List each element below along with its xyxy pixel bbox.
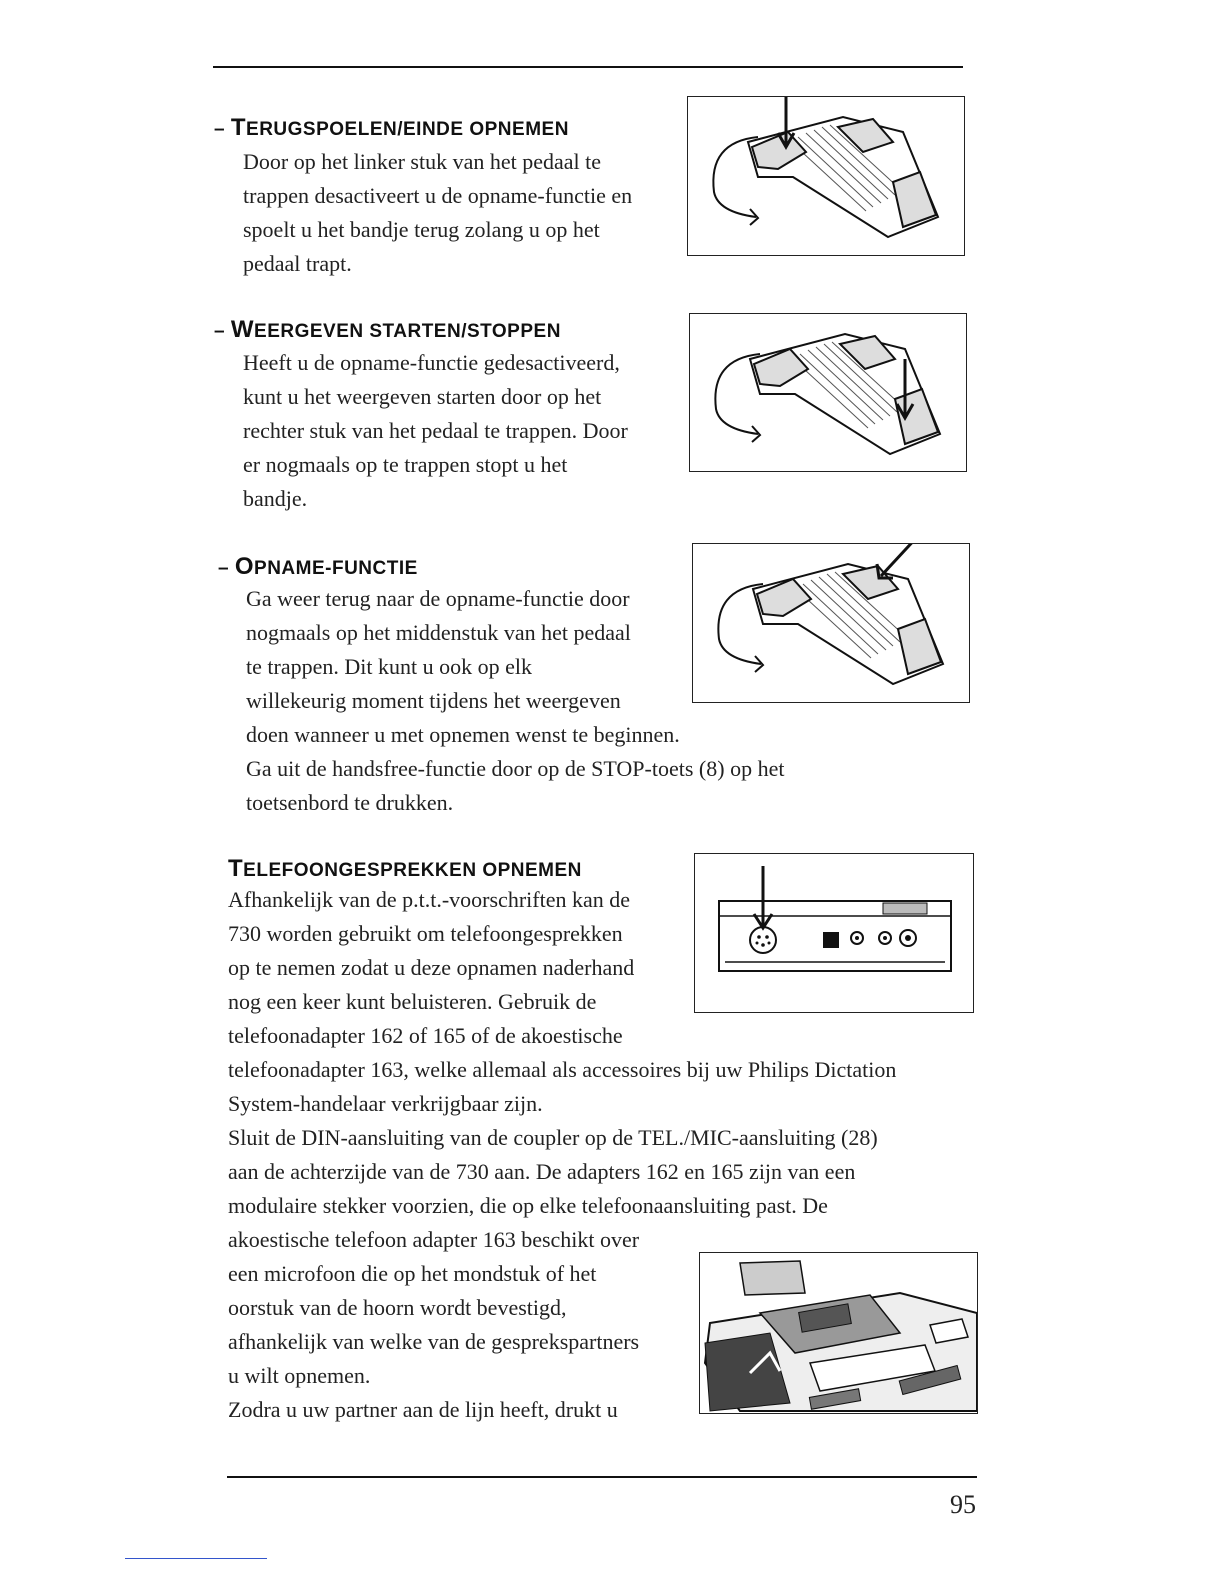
text-line: rechter stuk van het pedaal te trappen. Door [243, 418, 628, 443]
heading-text: ERUGSPOELEN/EINDE OPNEMEN [246, 119, 569, 140]
heading-initial: O [234, 553, 255, 580]
text-line: oorstuk van de hoorn wordt bevestigd, [228, 1295, 567, 1320]
text-line: te trappen. Dit kunt u ook op elk [246, 654, 532, 679]
text-line: spoelt u het bandje terug zolang u op het [243, 217, 600, 242]
section-text-playback [243, 346, 628, 516]
page-number: 95 [950, 1490, 976, 1519]
heading-dash: – [214, 119, 226, 140]
text-line: u wilt opnemen. [228, 1363, 371, 1388]
heading-initial: T [228, 855, 244, 882]
text-line: telefoonadapter 162 of 165 of de akoestische [228, 1023, 623, 1048]
text-line: nog een keer kunt beluisteren. Gebruik de [228, 989, 597, 1014]
text-line: kunt u het weergeven starten door op het [243, 384, 602, 409]
dictation-machine-figure [699, 1252, 978, 1414]
text-line: Sluit de DIN-aansluiting van de coupler op de TEL./MIC-aansluiting (28) [228, 1125, 878, 1150]
heading-initial: W [230, 316, 255, 343]
foot-pedal-illustration [688, 97, 964, 255]
foot-pedal-illustration [693, 544, 969, 702]
text-line: willekeurig moment tijdens het weergeven [246, 688, 621, 713]
heading-text: ELEFOONGESPREKKEN OPNEMEN [243, 860, 582, 881]
section-heading-playback [214, 316, 561, 344]
foot-pedal-left-figure [687, 96, 965, 256]
text-line: akoestische telefoon adapter 163 beschikt over [228, 1227, 640, 1252]
foot-pedal-right-figure [689, 313, 967, 472]
section-heading-rewind [214, 114, 569, 142]
text-line: afhankelijk van welke van de gesprekspartners [228, 1329, 640, 1354]
footer-link-line [125, 1558, 267, 1559]
text-line: doen wanneer u met opnemen wenst te beginnen. [246, 722, 680, 747]
heading-dash: – [214, 321, 226, 342]
section-heading-record [218, 553, 418, 581]
text-line: aan de achterzijde van de 730 aan. De adapters 162 en 165 zijn van een [228, 1159, 856, 1184]
foot-pedal-illustration [690, 314, 966, 471]
text-line: toetsenbord te drukken. [246, 790, 454, 815]
heading-text: EERGEVEN STARTEN/STOPPEN [254, 321, 561, 342]
text-line: Door op het linker stuk van het pedaal te [243, 149, 602, 174]
text-line: trappen desactiveert u de opname-functie en [243, 183, 633, 208]
text-line: Afhankelijk van de p.t.t.-voorschriften kan de [228, 887, 630, 912]
text-line: telefoonadapter 163, welke allemaal als accessoires bij uw Philips Dictation [228, 1057, 897, 1082]
rear-panel-illustration [695, 854, 973, 1012]
text-line: op te nemen zodat u deze opnamen naderhand [228, 955, 635, 980]
text-line: pedaal trapt. [243, 251, 352, 276]
text-line: Ga weer terug naar de opname-functie door [246, 586, 630, 611]
rear-panel-figure [694, 853, 974, 1013]
foot-pedal-middle-figure [692, 543, 970, 703]
top-rule [213, 66, 963, 68]
text-line: bandje. [243, 486, 308, 511]
text-line: modulaire stekker voorzien, die op elke telefoonaansluiting past. De [228, 1193, 828, 1218]
bottom-rule [227, 1476, 977, 1478]
section-text-rewind [243, 145, 632, 281]
text-line: er nogmaals op te trappen stopt u het [243, 452, 568, 477]
dictation-machine-illustration [700, 1253, 977, 1413]
text-line: Heeft u de opname-functie gedesactiveerd, [243, 350, 620, 375]
section-heading-phone-recording [228, 855, 582, 883]
text-line: Ga uit de handsfree-functie door op de STOP-toets (8) op het [246, 756, 785, 781]
text-line: een microfoon die op het mondstuk of het [228, 1261, 597, 1286]
heading-dash: – [218, 558, 230, 579]
text-line: Zodra u uw partner aan de lijn heeft, drukt u [228, 1397, 618, 1422]
heading-initial: T [230, 114, 247, 141]
text-line: nogmaals op het middenstuk van het pedaal [246, 620, 631, 645]
text-line: System-handelaar verkrijgbaar zijn. [228, 1091, 543, 1116]
text-line: 730 worden gebruikt om telefoongesprekken [228, 921, 623, 946]
heading-text: PNAME-FUNCTIE [254, 558, 418, 579]
